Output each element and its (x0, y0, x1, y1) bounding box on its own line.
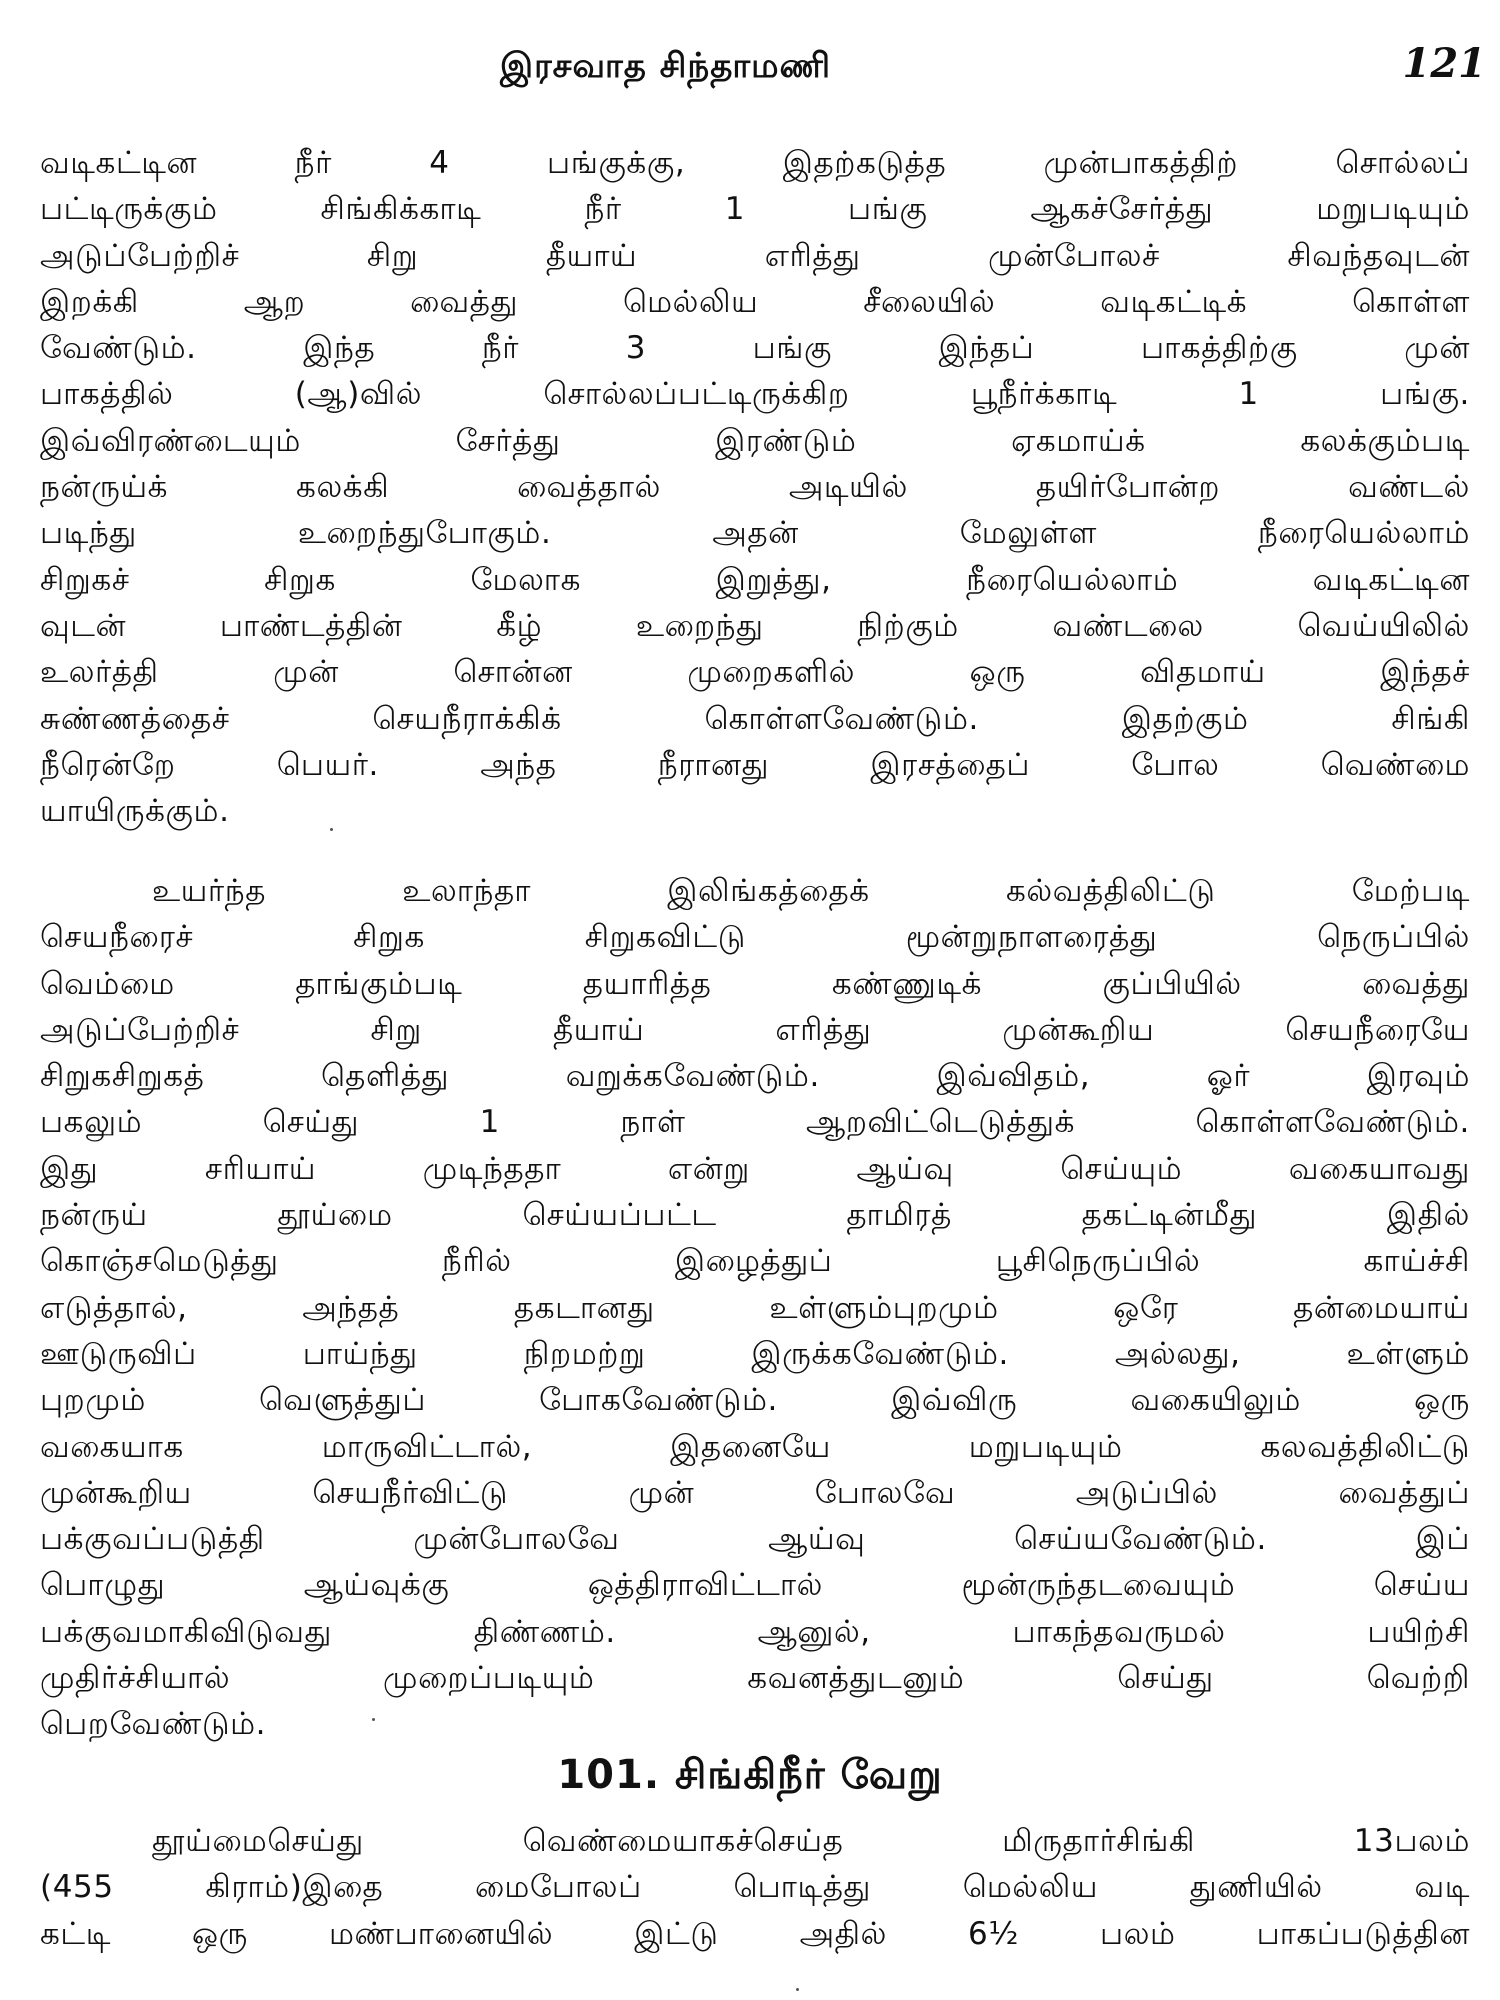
text-line: உயர்ந்த உலாந்தா இலிங்கத்தைக் கல்வத்திலிட்டு மேற்படி (152, 873, 1470, 909)
print-speck (372, 1718, 375, 1721)
text-line: இறக்கி ஆற வைத்து மெல்லிய சீலையில் வடிகட்டிக் கொள்ள (40, 283, 1470, 320)
text-line: முதிர்ச்சியால் முறைப்படியும் கவனத்துடனும் செய்து வெற்றி (40, 1660, 1470, 1697)
text-line: சிறுகசிறுகத் தெளித்து வறுக்கவேண்டும். இவ்விதம், ஓர் இரவும் (40, 1058, 1470, 1095)
text-line: வகையாக மாருவிட்டால், இதனையே மறுபடியும் கலவத்திலிட்டு (40, 1428, 1470, 1465)
paragraph-1 (40, 140, 1470, 834)
text-line: வடிகட்டின நீர் 4 பங்குக்கு, இதற்கடுத்த முன்பாகத்திற் சொல்லப் (40, 145, 1470, 181)
text-line: பகலும் செய்து 1 நாள் ஆறவிட்டெடுத்துக் கொள்ளவேண்டும். (40, 1104, 1470, 1141)
print-speck (796, 1988, 799, 1991)
text-line: கொஞ்சமெடுத்து நீரில் இழைத்துப் பூசிநெருப்பில் காய்ச்சி (40, 1243, 1470, 1280)
page-number: 121 (1402, 40, 1486, 87)
text-line: பொழுது ஆய்வுக்கு ஒத்திராவிட்டால் மூன்ருந்தடவையும் செய்ய (40, 1567, 1470, 1604)
text-line: வுடன் பாண்டத்தின் கீழ் உறைந்து நிற்கும் வண்டலை வெய்யிலில் (40, 607, 1470, 644)
text-line: சிறுகச் சிறுக மேலாக இறுத்து, நீரையெல்லாம் வடிகட்டின (40, 561, 1470, 598)
print-speck (330, 828, 333, 831)
text-line: இது சரியாய் முடிந்ததா என்று ஆய்வு செய்யும் வகையாவது (40, 1150, 1470, 1187)
text-line: நன்ருய் தூய்மை செய்யப்பட்ட தாமிரத் தகட்டின்மீது இதில் (40, 1197, 1470, 1234)
text-line: வெம்மை தாங்கும்படி தயாரித்த கண்ணுடிக் குப்பியில் வைத்து (40, 965, 1470, 1002)
text-line: படிந்து உறைந்துபோகும். அதன் மேலுள்ள நீரையெல்லாம் (40, 515, 1470, 552)
text-line: பாகத்தில் (ஆ)வில் சொல்லப்பட்டிருக்கிற பூநீர்க்காடி 1 பங்கு. (40, 376, 1470, 413)
text-line: நீரென்றே பெயர். அந்த நீரானது இரசத்தைப் போல வெண்மை (40, 746, 1470, 783)
text-line: பக்குவமாகிவிடுவது திண்ணம். ஆனுல், பாகந்தவருமல் பயிற்சி (40, 1613, 1470, 1650)
text-line: யாயிருக்கும். (40, 793, 230, 830)
paragraph-3 (40, 1818, 1470, 1957)
text-line: (455 கிராம்)இதை மைபோலப் பொடித்து மெல்லிய துணியில் வடி (40, 1869, 1470, 1906)
text-line: பக்குவப்படுத்தி முன்போலவே ஆய்வு செய்யவேண்டும். இப் (40, 1521, 1470, 1558)
text-line: தூய்மைசெய்து வெண்மையாகச்செய்த மிருதார்சிங்கி 13பலம் (152, 1823, 1470, 1859)
paragraph-2 (40, 868, 1470, 1748)
text-line: வேண்டும். இந்த நீர் 3 பங்கு இந்தப் பாகத்திற்கு முன் (40, 330, 1470, 367)
running-title: இரசவாத சிந்தாமணி (500, 46, 832, 86)
text-line: நன்ருய்க் கலக்கி வைத்தால் அடியில் தயிர்போன்ற வண்டல் (40, 469, 1470, 506)
text-line: பெறவேண்டும். (40, 1706, 267, 1743)
text-line: பட்டிருக்கும் சிங்கிக்காடி நீர் 1 பங்கு ஆகச்சேர்த்து மறுபடியும் (40, 191, 1470, 228)
text-line: எடுத்தால், அந்தத் தகடானது உள்ளும்புறமும் ஒரே தன்மையாய் (40, 1289, 1470, 1326)
running-header (0, 40, 1500, 100)
text-line: ஊடுருவிப் பாய்ந்து நிறமற்று இருக்கவேண்டும். அல்லது, உள்ளும் (40, 1335, 1470, 1372)
text-line: முன்கூறிய செயநீர்விட்டு முன் போலவே அடுப்பில் வைத்துப் (40, 1474, 1470, 1511)
text-line: உலர்த்தி முன் சொன்ன முறைகளில் ஒரு விதமாய் இந்தச் (40, 654, 1470, 691)
text-line: கட்டி ஒரு மண்பானையில் இட்டு அதில் 6½ பலம் பாகப்படுத்தின (40, 1915, 1470, 1952)
text-line: இவ்விரண்டையும் சேர்த்து இரண்டும் ஏகமாய்க் கலக்கும்படி (40, 422, 1470, 459)
text-line: சுண்ணத்தைச் செயநீராக்கிக் கொள்ளவேண்டும். இதற்கும் சிங்கி (40, 700, 1470, 737)
text-line: புறமும் வெளுத்துப் போகவேண்டும். இவ்விரு வகையிலும் ஒரு (40, 1382, 1470, 1419)
text-line: செயநீரைச் சிறுக சிறுகவிட்டு மூன்றுநாளரைத்து நெருப்பில் (40, 919, 1470, 956)
section-heading: 101. சிங்கிநீர் வேறு (557, 1752, 943, 1798)
text-line: அடுப்பேற்றிச் சிறு தீயாய் எரித்து முன்கூறிய செயநீரையே (40, 1011, 1470, 1048)
text-line: அடுப்பேற்றிச் சிறு தீயாய் எரித்து முன்போலச் சிவந்தவுடன் (40, 237, 1470, 274)
